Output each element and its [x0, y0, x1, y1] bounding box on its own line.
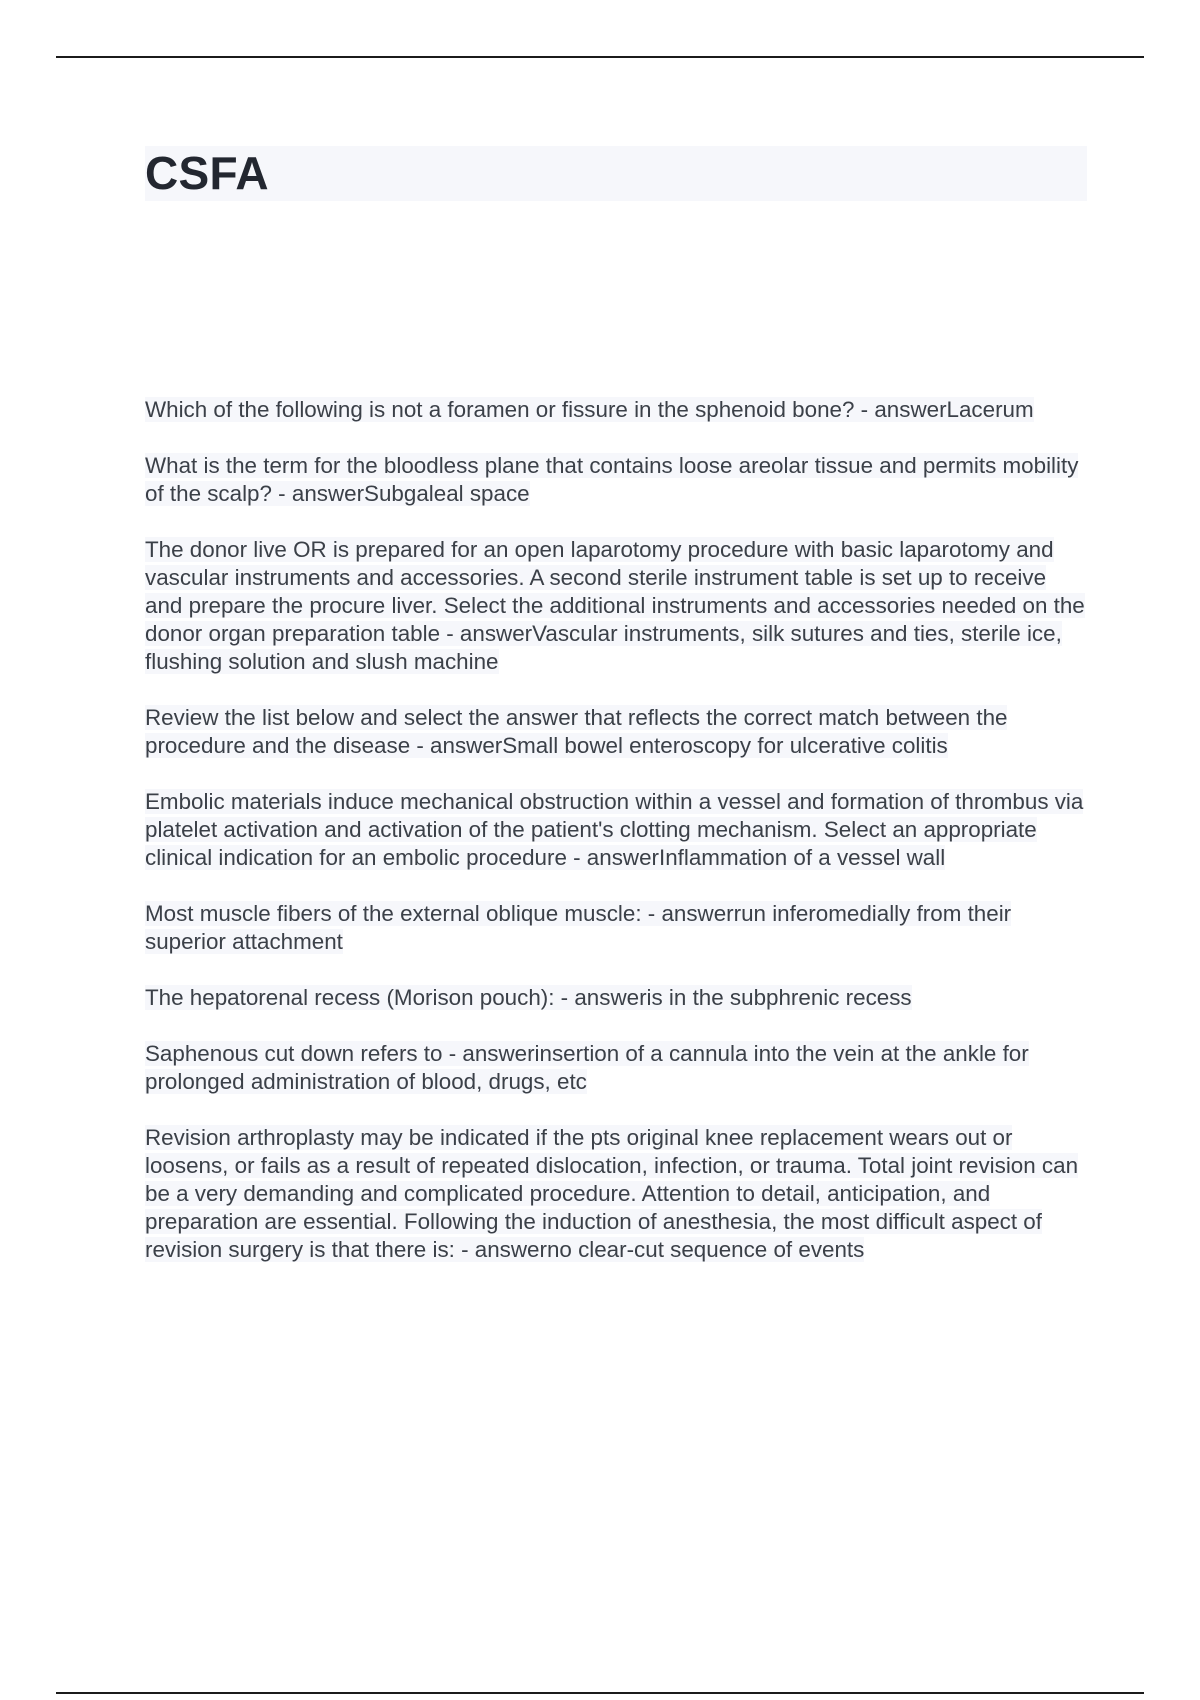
qa-list	[145, 396, 1087, 1292]
qa-item	[145, 536, 1087, 676]
title-highlight	[145, 146, 1087, 201]
qa-text: Embolic materials induce mechanical obstruction within a vessel and formation of thrombus via platelet activation and activation of the patient's clotting mechanism. Select an appropriate clinical indication for an embolic procedure - answerInflammation of a vessel wall	[145, 789, 1084, 870]
qa-text: Revision arthroplasty may be indicated if the pts original knee replacement wears out or loosens, or fails as a result of repeated dislocation, infection, or trauma. Total joint revision can be a very demanding and complicated procedure. Attention to detail, anticipation, and preparation are essential. Following the induction of anesthesia, the most difficult aspect of revision surgery is that there is: - answerno clear-cut sequence of events	[145, 1125, 1079, 1262]
qa-item	[145, 788, 1087, 872]
qa-item	[145, 452, 1087, 508]
qa-item	[145, 1124, 1087, 1264]
qa-text: What is the term for the bloodless plane that contains loose areolar tissue and permits mobility of the scalp? - answerSubgaleal space	[145, 453, 1079, 506]
qa-item	[145, 900, 1087, 956]
qa-item	[145, 984, 1087, 1012]
qa-item	[145, 1040, 1087, 1096]
qa-item	[145, 704, 1087, 760]
document-title: CSFA	[145, 147, 269, 199]
qa-text: Which of the following is not a foramen or fissure in the sphenoid bone? - answerLacerum	[145, 397, 1034, 422]
header-rule	[56, 56, 1144, 58]
footer-rule	[56, 1692, 1144, 1694]
qa-text: The hepatorenal recess (Morison pouch): - answeris in the subphrenic recess	[145, 985, 912, 1010]
qa-text: Saphenous cut down refers to - answerinsertion of a cannula into the vein at the ankle for prolonged administration of blood, drugs, etc	[145, 1041, 1029, 1094]
qa-text: Review the list below and select the answer that reflects the correct match between the procedure and the disease - answerSmall bowel enteroscopy for ulcerative colitis	[145, 705, 1008, 758]
qa-item	[145, 396, 1087, 424]
qa-text: The donor live OR is prepared for an open laparotomy procedure with basic laparotomy and vascular instruments and accessories. A second sterile instrument table is set up to receive and prepare the procure liver. Select the additional instruments and accessories needed on the donor organ preparation table - answerVascular instruments, silk sutures and ties, sterile ice, flushing solution and slush machine	[145, 537, 1085, 674]
qa-text: Most muscle fibers of the external oblique muscle: - answerrun inferomedially from their superior attachment	[145, 901, 1012, 954]
